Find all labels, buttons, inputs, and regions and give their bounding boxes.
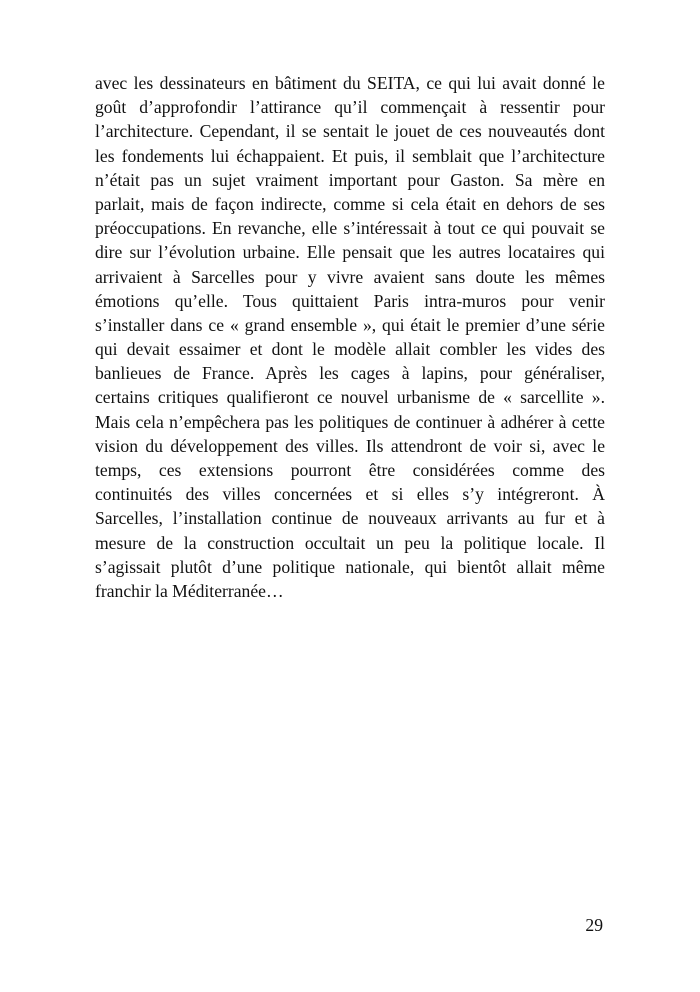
text-line-last: franchir la Méditerranée…	[95, 580, 284, 601]
text-line: préoccupations. En revanche, elle s’intéressait à tout ce qui pouvait se	[95, 218, 605, 239]
text-line: Sarcelles, l’installation continue de nouveaux arrivants au fur et à	[95, 508, 605, 529]
text-line: Mais cela n’empêchera pas les politiques de continuer à adhérer à cette	[95, 411, 605, 432]
text-line: continuités des villes concernées et si elles s’y intégreront. À	[95, 484, 605, 505]
text-line: les fondements lui échappaient. Et puis, il semblait que l’architecture	[95, 145, 605, 166]
body-text	[95, 71, 605, 603]
text-line: parlait, mais de façon indirecte, comme si cela était en dehors de ses	[95, 193, 605, 214]
text-line: s’agissait plutôt d’une politique nationale, qui bientôt allait même	[95, 556, 605, 577]
text-line: arrivaient à Sarcelles pour y vivre avaient sans doute les mêmes	[95, 266, 605, 287]
text-line: temps, ces extensions pourront être considérées comme des	[95, 460, 605, 480]
text-line: qui devait essaimer et dont le modèle allait combler les vides des	[95, 339, 605, 360]
text-line: émotions qu’elle. Tous quittaient Paris intra-muros pour venir	[95, 290, 605, 311]
text-line: l’architecture. Cependant, il se sentait le jouet de ces nouveautés dont	[95, 121, 605, 142]
text-line: s’installer dans ce « grand ensemble », qui était le premier d’une série	[95, 314, 605, 335]
text-line: avec les dessinateurs en bâtiment du SEITA, ce qui lui avait donné le	[95, 73, 605, 93]
page-number: 29	[585, 915, 603, 935]
text-line: goût d’approfondir l’attirance qu’il commençait à ressentir pour	[95, 97, 605, 118]
text-line: dire sur l’évolution urbaine. Elle pensait que les autres locataires qui	[95, 242, 605, 263]
text-line: certains critiques qualifieront ce nouvel urbanisme de « sarcellite ».	[95, 387, 605, 408]
text-line: vision du développement des villes. Ils attendront de voir si, avec le	[95, 435, 605, 456]
text-line: banlieues de France. Après les cages à lapins, pour généraliser,	[95, 363, 605, 384]
text-line: n’était pas un sujet vraiment important pour Gaston. Sa mère en	[95, 169, 605, 190]
text-line: mesure de la construction occultait un peu la politique locale. Il	[95, 532, 605, 553]
